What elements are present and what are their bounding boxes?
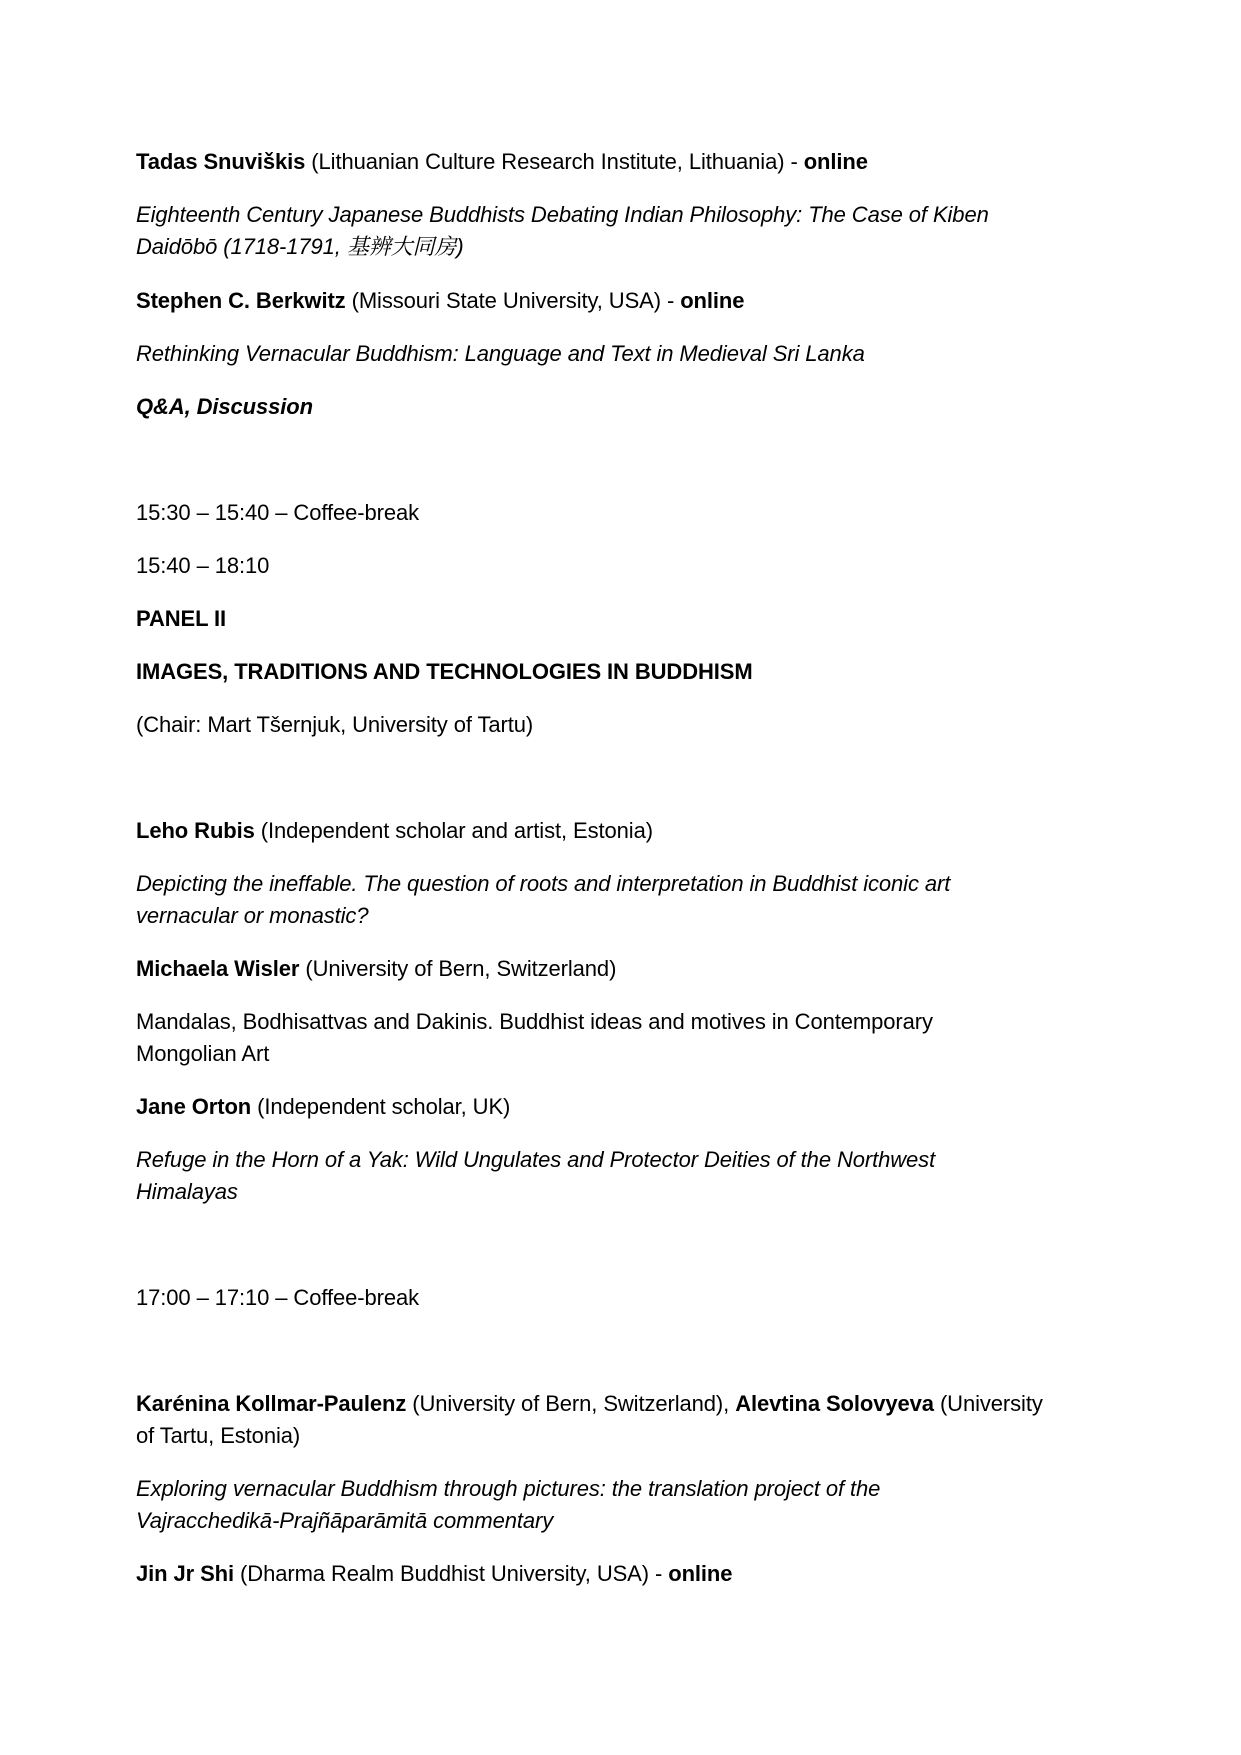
text-run: Depicting the ineffable. The question of roots and interpretation in Buddhist iconic art (136, 871, 951, 896)
talk-title-depicting-the-ineffable (136, 868, 1111, 932)
text-run: Himalayas (136, 1179, 238, 1204)
talk-title-eighteenth-century (136, 199, 1111, 264)
text-run: Jane Orton (136, 1094, 252, 1119)
speaker-line-michaela-wisler (136, 953, 1111, 985)
text-run: Mandalas, Bodhisattvas and Dakinis. Buddhist ideas and motives in Contemporary (136, 1009, 933, 1034)
text-run: Q&A, Discussion (136, 394, 313, 419)
talk-title-exploring-vernacular (136, 1473, 1111, 1537)
text-run: Vajracchedikā-Prajñāparāmitā commentary (136, 1508, 554, 1533)
text-run: Tadas Snuviškis (136, 149, 306, 174)
text-run: Alevtina Solovyeva (735, 1391, 934, 1416)
text-run: Leho Rubis (136, 818, 255, 843)
speaker-line-kollmar-paulenz-solovyeva (136, 1388, 1111, 1452)
qa-discussion-line (136, 391, 1111, 423)
panel-number-heading (136, 603, 1111, 635)
time-line-session-1540 (136, 550, 1111, 582)
text-run: online (803, 149, 868, 174)
speaker-line-tadas-snuviskis (136, 146, 1111, 178)
text-run: (Chair: Mart Tšernjuk, University of Tartu) (136, 712, 534, 737)
text-run: of Tartu, Estonia) (136, 1423, 301, 1448)
text-run: Karénina Kollmar-Paulenz (136, 1391, 407, 1416)
time-line-coffee-break-1530 (136, 497, 1111, 529)
talk-title-mandalas-bodhisattvas (136, 1006, 1111, 1070)
text-run: Eighteenth Century Japanese Buddhists Debating Indian Philosophy: The Case of Kiben (136, 202, 989, 227)
text-run: (Independent scholar and artist, Estonia) (254, 818, 653, 843)
text-run: 17:00 – 17:10 – Coffee-break (136, 1285, 420, 1310)
text-run: Refuge in the Horn of a Yak: Wild Ungulates and Protector Deities of the Northwest (136, 1147, 936, 1172)
speaker-line-stephen-berkwitz (136, 285, 1111, 317)
text-run: (Dharma Realm Buddhist University, USA) - (234, 1561, 669, 1586)
text-run: 基辨大同房 (346, 235, 457, 260)
document-body (136, 146, 1111, 1590)
blank-spacer (136, 1335, 1111, 1367)
chair-line (136, 709, 1111, 741)
text-run: vernacular or monastic? (136, 903, 369, 928)
talk-title-rethinking-vernacular (136, 338, 1111, 370)
text-run: (Missouri State University, USA) - (345, 288, 681, 313)
text-run: ) (456, 234, 464, 259)
speaker-line-leho-rubis (136, 815, 1111, 847)
text-run: IMAGES, TRADITIONS AND TECHNOLOGIES IN BUDDHISM (136, 659, 753, 684)
text-run: (Independent scholar, UK) (251, 1094, 511, 1119)
time-line-coffee-break-1700 (136, 1282, 1111, 1314)
text-run: Daidōbō (1718-1791, (136, 234, 347, 259)
blank-spacer (136, 1229, 1111, 1261)
text-run: Mongolian Art (136, 1041, 270, 1066)
text-run: 15:40 – 18:10 (136, 553, 270, 578)
text-run: Stephen C. Berkwitz (136, 288, 346, 313)
text-run: Jin Jr Shi (136, 1561, 235, 1586)
speaker-line-jane-orton (136, 1091, 1111, 1123)
text-run: Rethinking Vernacular Buddhism: Language and Text in Medieval Sri Lanka (136, 341, 865, 366)
text-run: (Lithuanian Culture Research Institute, Lithuania) - (305, 149, 804, 174)
text-run: online (668, 1561, 733, 1586)
blank-spacer (136, 762, 1111, 794)
text-run: (University of Bern, Switzerland) (299, 956, 617, 981)
talk-title-refuge-horn-of-a-yak (136, 1144, 1111, 1208)
text-run: Michaela Wisler (136, 956, 300, 981)
speaker-line-jin-jr-shi (136, 1558, 1111, 1590)
text-run: (University (933, 1391, 1043, 1416)
text-run: PANEL II (136, 606, 227, 631)
blank-spacer (136, 444, 1111, 476)
text-run: 15:30 – 15:40 – Coffee-break (136, 500, 420, 525)
text-run: online (680, 288, 745, 313)
text-run: Exploring vernacular Buddhism through pictures: the translation project of the (136, 1476, 881, 1501)
panel-title-heading (136, 656, 1111, 688)
text-run: (University of Bern, Switzerland), (406, 1391, 736, 1416)
